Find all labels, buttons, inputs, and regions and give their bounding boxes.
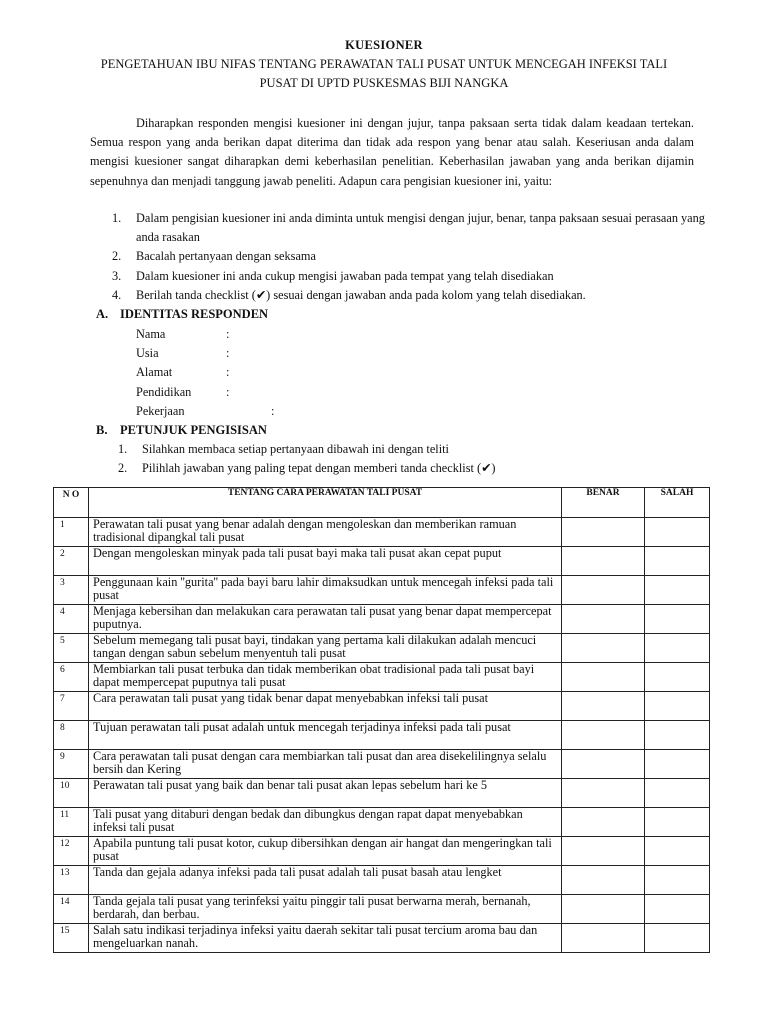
salah-checkbox-cell[interactable] [645, 866, 710, 895]
table-row [54, 634, 710, 663]
document-subtitle-line-1: PENGETAHUAN IBU NIFAS TENTANG PERAWATAN TALI PUSAT UNTUK MENCEGAH INFEKSI TALI [100, 57, 668, 71]
benar-checkbox-cell[interactable] [562, 547, 645, 576]
field-label: Pekerjaan [136, 404, 185, 418]
row-number: 11 [54, 808, 89, 837]
question-text: Perawatan tali pusat yang baik dan benar tali pusat akan lepas sebelum hari ke 5 [89, 779, 562, 808]
section-b-heading [96, 423, 267, 438]
section-letter: A. [96, 307, 109, 321]
field-alamat [136, 365, 230, 380]
table-header-row [54, 488, 710, 518]
salah-checkbox-cell[interactable] [645, 779, 710, 808]
table-row [54, 866, 710, 895]
guidance-list [118, 440, 718, 478]
benar-checkbox-cell[interactable] [562, 692, 645, 721]
question-text: Apabila puntung tali pusat kotor, cukup dibersihkan dengan air hangat dan mengeringkan tali pusat [89, 837, 562, 866]
benar-checkbox-cell[interactable] [562, 895, 645, 924]
salah-checkbox-cell[interactable] [645, 721, 710, 750]
benar-checkbox-cell[interactable] [562, 663, 645, 692]
question-text: Sebelum memegang tali pusat bayi, tindakan yang pertama kali dilakukan adalah mencuci tangan dengan sabun sebelum menyentuh tali pusat [89, 634, 562, 663]
instruction-number: 4. [112, 287, 122, 302]
salah-checkbox-cell[interactable] [645, 518, 710, 547]
table-row [54, 750, 710, 779]
document-subtitle-line-2: PUSAT DI UPTD PUSKESMAS BIJI NANGKA [259, 76, 509, 90]
field-colon: : [226, 346, 230, 360]
field-label: Usia [136, 346, 159, 360]
instruction-number: 3. [112, 268, 122, 283]
benar-checkbox-cell[interactable] [562, 750, 645, 779]
benar-checkbox-cell[interactable] [562, 837, 645, 866]
salah-checkbox-cell[interactable] [645, 663, 710, 692]
section-letter: B. [96, 423, 108, 437]
header-salah: SALAH [645, 488, 710, 518]
field-colon: : [226, 365, 230, 379]
table-row [54, 924, 710, 953]
field-colon: : [271, 404, 275, 418]
table-row [54, 837, 710, 866]
benar-checkbox-cell[interactable] [562, 576, 645, 605]
section-title: IDENTITAS RESPONDEN [120, 307, 269, 321]
table-row [54, 547, 710, 576]
header-no: N O [54, 488, 89, 518]
instruction-item [112, 209, 712, 247]
row-number: 14 [54, 895, 89, 924]
guidance-text: Silahkan membaca setiap pertanyaan dibawah ini dengan teliti [142, 442, 449, 456]
field-label: Alamat [136, 365, 173, 379]
instruction-number: 1. [112, 211, 122, 225]
row-number: 4 [54, 605, 89, 634]
row-number: 8 [54, 721, 89, 750]
row-number: 7 [54, 692, 89, 721]
intro-paragraph [90, 114, 694, 191]
field-colon: : [226, 327, 230, 341]
guidance-item [118, 459, 718, 478]
salah-checkbox-cell[interactable] [645, 750, 710, 779]
salah-checkbox-cell[interactable] [645, 576, 710, 605]
row-number: 10 [54, 779, 89, 808]
salah-checkbox-cell[interactable] [645, 634, 710, 663]
question-text: Cara perawatan tali pusat dengan cara membiarkan tali pusat dan area disekelilingnya selalu bersih dan Kering [89, 750, 562, 779]
header-benar: BENAR [562, 488, 645, 518]
field-label: Pendidikan [136, 385, 192, 399]
row-number: 9 [54, 750, 89, 779]
question-text: Tanda dan gejala adanya infeksi pada tali pusat adalah tali pusat basah atau lengket [89, 866, 562, 895]
question-text: Membiarkan tali pusat terbuka dan tidak memberikan obat tradisional pada tali pusat bayi dapat mempercepat puputnya tali pusat [89, 663, 562, 692]
benar-checkbox-cell[interactable] [562, 518, 645, 547]
instruction-text: Dalam pengisian kuesioner ini anda diminta untuk mengisi dengan jujur, benar, tanpa paksaan sesuai perasaan yang anda rasakan [136, 211, 705, 245]
row-number: 13 [54, 866, 89, 895]
salah-checkbox-cell[interactable] [645, 547, 710, 576]
field-colon: : [226, 385, 230, 399]
question-text: Tali pusat yang ditaburi dengan bedak dan dibungkus dengan rapat dapat menyebabkan infeksi tali pusat [89, 808, 562, 837]
question-text: Dengan mengoleskan minyak pada tali pusat bayi maka tali pusat akan cepat puput [89, 547, 562, 576]
guidance-number: 1. [118, 442, 128, 456]
question-text: Salah satu indikasi terjadinya infeksi yaitu daerah sekitar tali pusat tercium aroma bau dan mengeluarkan nanah. [89, 924, 562, 953]
benar-checkbox-cell[interactable] [562, 605, 645, 634]
instruction-number: 2. [112, 249, 122, 264]
table-row [54, 779, 710, 808]
instruction-text: Dalam kuesioner ini anda cukup mengisi jawaban pada tempat yang telah disediakan [136, 268, 554, 283]
instruction-text: Berilah tanda checklist (✔) sesuai dengan jawaban anda pada kolom yang telah disediakan. [136, 287, 586, 302]
instruction-text: Bacalah pertanyaan dengan seksama [136, 249, 316, 264]
instruction-item [112, 286, 712, 305]
table-row [54, 721, 710, 750]
benar-checkbox-cell[interactable] [562, 779, 645, 808]
question-text: Cara perawatan tali pusat yang tidak benar dapat menyebabkan infeksi tali pusat [89, 692, 562, 721]
field-pekerjaan [136, 404, 275, 419]
instruction-item [112, 267, 712, 286]
row-number: 12 [54, 837, 89, 866]
salah-checkbox-cell[interactable] [645, 895, 710, 924]
salah-checkbox-cell[interactable] [645, 605, 710, 634]
section-a-heading [96, 307, 268, 322]
document-title: KUESIONER [345, 38, 423, 52]
table-row [54, 576, 710, 605]
section-title: PETUNJUK PENGISISAN [120, 423, 267, 437]
table-row [54, 663, 710, 692]
question-text: Tujuan perawatan tali pusat adalah untuk mencegah terjadinya infeksi pada tali pusat [89, 721, 562, 750]
instruction-item [112, 247, 712, 266]
row-number: 15 [54, 924, 89, 953]
question-text: Perawatan tali pusat yang benar adalah dengan mengoleskan dan memberikan ramuan tradisional dipangkal tali pusat [89, 518, 562, 547]
table-row [54, 692, 710, 721]
guidance-text: Pilihlah jawaban yang paling tepat dengan memberi tanda checklist (✔) [142, 461, 496, 476]
field-label: Nama [136, 327, 166, 341]
row-number: 2 [54, 547, 89, 576]
header-question: TENTANG CARA PERAWATAN TALI PUSAT [89, 488, 562, 518]
intro-text: Diharapkan responden mengisi kuesioner ini dengan jujur, tanpa paksaan serta tidak dalam keadaan tertekan. Semua respon yang anda berikan dapat diterima dan tidak ada respon yang benar atau salah. Keseriusan anda dalam mengisi kuesioner sangat diharapkan demi keberhasilan penelitian. Keberhasilan jawaban yang anda berikan dijamin sepenuhnya dan menjadi tanggung jawab peneliti. Adapun cara pengisian kuesioner ini, yaitu: [90, 116, 694, 188]
table-row [54, 518, 710, 547]
field-usia [136, 346, 230, 361]
guidance-number: 2. [118, 461, 128, 476]
question-text: Tanda gejala tali pusat yang terinfeksi yaitu pinggir tali pusat berwarna merah, bernanah, berdarah, dan berbau. [89, 895, 562, 924]
benar-checkbox-cell[interactable] [562, 634, 645, 663]
field-pendidikan [136, 385, 230, 400]
row-number: 1 [54, 518, 89, 547]
salah-checkbox-cell[interactable] [645, 808, 710, 837]
benar-checkbox-cell[interactable] [562, 924, 645, 953]
salah-checkbox-cell[interactable] [645, 837, 710, 866]
table-row [54, 808, 710, 837]
table-row [54, 605, 710, 634]
question-text: Menjaga kebersihan dan melakukan cara perawatan tali pusat yang benar dapat mempercepat puputnya. [89, 605, 562, 634]
benar-checkbox-cell[interactable] [562, 721, 645, 750]
questionnaire-table [53, 487, 710, 953]
instruction-list [112, 209, 712, 305]
row-number: 5 [54, 634, 89, 663]
salah-checkbox-cell[interactable] [645, 692, 710, 721]
benar-checkbox-cell[interactable] [562, 808, 645, 837]
table-row [54, 895, 710, 924]
guidance-item [118, 440, 718, 459]
question-text: Penggunaan kain ''gurita'' pada bayi baru lahir dimaksudkan untuk mencegah infeksi pada tali pusat [89, 576, 562, 605]
benar-checkbox-cell[interactable] [562, 866, 645, 895]
field-nama [136, 327, 230, 342]
row-number: 6 [54, 663, 89, 692]
table-body [54, 518, 710, 953]
row-number: 3 [54, 576, 89, 605]
salah-checkbox-cell[interactable] [645, 924, 710, 953]
